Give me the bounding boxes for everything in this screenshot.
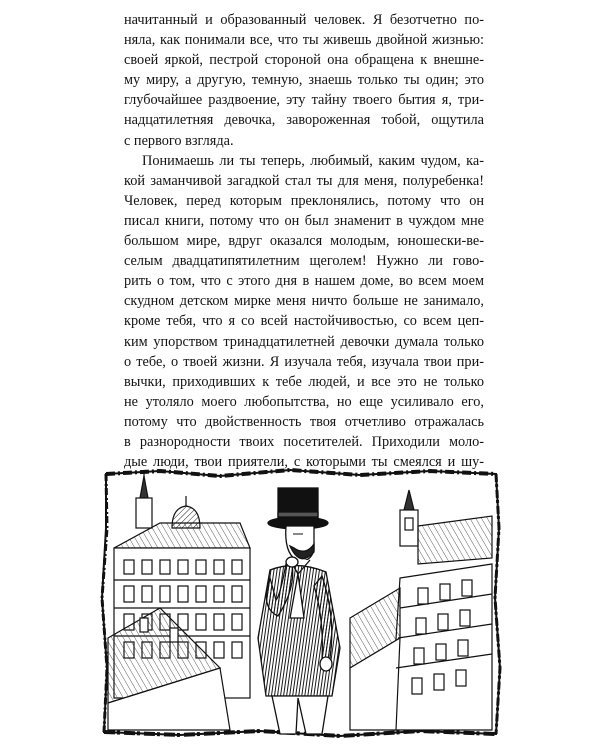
text-line: кой заманчивой загадкой стал ты для меня, полуребенка! — [124, 172, 484, 189]
text-line: няла, как понимали все, что ты живешь двойной жизнью: — [124, 32, 484, 49]
text-line: рить о том, что с этого дня в нашем доме, во всем моем — [124, 273, 484, 290]
illustration-gentleman-in-city — [100, 468, 502, 738]
text-line: ким упорством тринадцатилетней девочки думала только — [124, 333, 484, 350]
text-line: му миру, а другую, темную, знаешь только ты один; это — [124, 72, 484, 89]
paragraph-1 — [124, 10, 484, 151]
text-line: начитанный и образованный человек. Я безотчетно по- — [124, 12, 484, 28]
text-line: дые люди, твои приятели, с которыми ты смеялся и шу- — [124, 454, 484, 471]
text-line: потому что двойственность твоя отчетливо отражалась — [124, 413, 484, 430]
text-line: большом мире, вдруг оказался молодым, юношески-ве- — [124, 233, 484, 250]
text-line: с первого взгляда. — [124, 132, 234, 149]
text-line: писал книги, потому что он был знаменит в чуждом мне — [124, 212, 484, 229]
paragraph-2 — [124, 151, 484, 493]
text-line: селым двадцатипятилетним щеголем! Нужно ли гово- — [124, 253, 484, 270]
text-line: вычки, приходивших к тебе людей, и все это не только — [124, 373, 484, 390]
body-text — [124, 10, 484, 492]
text-line: глубочайшее раздвоение, эту тайну твоего бытия я, три- — [124, 92, 484, 109]
text-line: в разнородности твоих посетителей. Приходили моло- — [124, 433, 484, 450]
text-line: скудном детском мирке меня ничто больше не занимало, — [124, 293, 484, 310]
text-line: надцатилетняя девочка, завороженная тобой, ощутила — [124, 112, 484, 129]
text-line: Человек, перед которым преклонялись, потому что он — [124, 192, 484, 209]
text-line: кроме тебя, что я со всей настойчивостью, со всем цеп- — [124, 313, 484, 330]
text-line: своей яркой, пестрой стороной она обращена к внешне- — [124, 52, 484, 69]
text-line: Понимаешь ли ты теперь, любимый, каким чудом, ка- — [142, 152, 484, 169]
text-line: о тебе, о твоей жизни. Я изучала тебя, изучала твои при- — [124, 353, 484, 370]
text-line: не утоляло моего любопытства, но еще усиливало его, — [124, 393, 484, 410]
